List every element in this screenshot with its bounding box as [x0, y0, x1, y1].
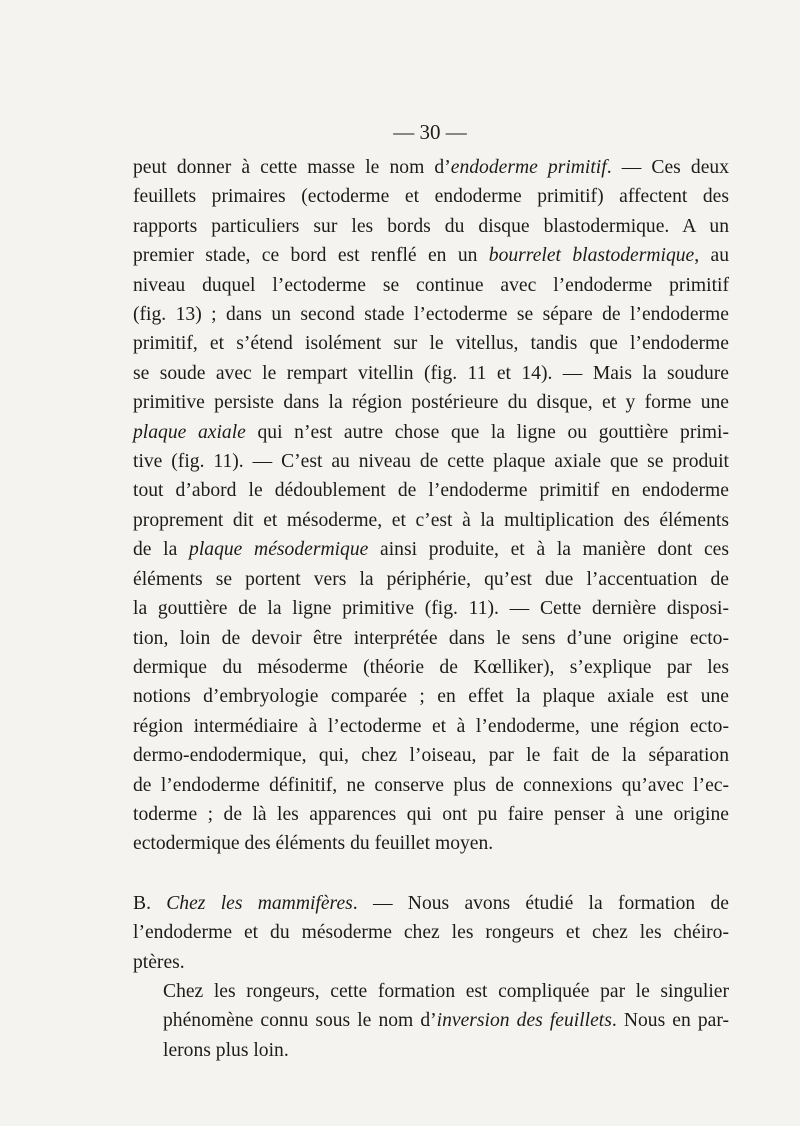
text-line: [133, 977, 729, 1006]
text-run: tout d’abord le dédoublement de l’endoderme primitif en endoderme: [133, 480, 729, 502]
text-line: [133, 565, 729, 594]
text-run: . Nous en par-: [611, 1010, 729, 1032]
italic-term: bourrelet blastodermique: [488, 245, 695, 267]
text-line: [133, 1006, 729, 1035]
text-run: notions d’embryologie comparée ; en effet la plaque axiale est une: [133, 686, 729, 708]
text-run: primitif, et s’étend isolément sur le vitellus, tandis que l’endoderme: [133, 333, 729, 355]
italic-term: endoderme primitif: [450, 157, 607, 178]
paragraph: [133, 153, 729, 859]
text-line: [133, 388, 729, 417]
text-run: proprement dit et mésoderme, et c’est à la multiplication des éléments: [133, 509, 729, 531]
text-line: [133, 153, 729, 182]
text-run: région intermédiaire à l’ectoderme et à l’endoderme, une région ecto-: [133, 715, 729, 737]
italic-term: plaque mésodermique: [189, 539, 369, 561]
text-run: de l’endoderme définitif, ne conserve plus de connexions qu’avec l’ec-: [133, 774, 729, 796]
text-run: premier stade, ce bord est renflé en un: [133, 245, 489, 267]
text-run: dermo-endodermique, qui, chez l’oiseau, par le fait de la séparation: [133, 745, 729, 767]
text-line: [133, 682, 729, 711]
text-line: [133, 476, 729, 505]
text-line: [133, 771, 729, 800]
text-run: tive (fig. 11). — C’est au niveau de cette plaque axiale que se produit: [133, 451, 729, 473]
text-run: qui n’est autre chose que la ligne ou gouttière primi-: [245, 421, 730, 443]
text-line: [133, 418, 729, 447]
text-run: lerons plus loin.: [163, 1039, 289, 1061]
text-line: [133, 918, 729, 947]
text-line: [133, 594, 729, 623]
text-run: B.: [133, 892, 167, 914]
text-run: peut donner à cette masse le nom d’: [133, 157, 451, 178]
text-line: [133, 653, 729, 682]
text-run: éléments se portent vers la périphérie, qu’est due l’accentuation de: [133, 568, 729, 590]
text-run: . — Ces deux: [606, 157, 729, 178]
body-text: [133, 153, 729, 1065]
text-run: toderme ; de là les apparences qui ont pu faire penser à une origine: [133, 803, 729, 825]
text-line: [133, 212, 729, 241]
text-line: [133, 948, 729, 977]
text-line: [133, 506, 729, 535]
text-line: [133, 1036, 729, 1065]
text-line: [133, 182, 729, 211]
text-run: tion, loin de devoir être interprétée dans le sens d’une origine ecto-: [133, 627, 729, 649]
text-run: , au: [694, 245, 729, 267]
text-run: rapports particuliers sur les bords du disque blastodermique. A un: [133, 215, 729, 237]
text-line: [133, 300, 729, 329]
text-line: [133, 241, 729, 270]
text-run: dermique du mésoderme (théorie de Kœlliker), s’explique par les: [133, 656, 729, 678]
text-run: l’endoderme et du mésoderme chez les rongeurs et chez les chéiro-: [133, 922, 729, 944]
paragraph: [133, 889, 729, 977]
text-line: [133, 829, 729, 858]
text-line: [133, 447, 729, 476]
text-run: Chez les rongeurs, cette formation est compliquée par le singulier: [163, 980, 729, 1002]
text-line: [133, 271, 729, 300]
text-run: ectodermique des éléments du feuillet moyen.: [133, 833, 494, 855]
text-run: ainsi produite, et à la manière dont ces: [368, 539, 729, 561]
text-line: [133, 889, 729, 918]
text-run: (fig. 13) ; dans un second stade l’ectoderme se sépare de l’endoderme: [133, 304, 729, 326]
italic-term: inversion des feuillets: [436, 1010, 612, 1032]
paragraph: [133, 977, 729, 1065]
page-number: — 30 —: [393, 120, 467, 144]
text-run: de la: [133, 539, 190, 561]
text-line: [133, 800, 729, 829]
text-line: [133, 359, 729, 388]
text-run: se soude avec le rempart vitellin (fig. 11 et 14). — Mais la soudure: [133, 362, 729, 384]
text-run: la gouttière de la ligne primitive (fig. 11). — Cette dernière disposi-: [133, 598, 729, 620]
text-line: [133, 329, 729, 358]
text-line: [133, 535, 729, 564]
text-run: primitive persiste dans la région postérieure du disque, et y forme une: [133, 392, 729, 414]
text-run: phénomène connu sous le nom d’: [163, 1010, 437, 1032]
text-run: feuillets primaires (ectoderme et endoderme primitif) affectent des: [133, 186, 729, 208]
text-line: [133, 741, 729, 770]
text-run: niveau duquel l’ectoderme se continue avec l’endoderme primitif: [133, 274, 729, 296]
text-line: [133, 624, 729, 653]
italic-term: plaque axiale: [133, 421, 246, 443]
text-line: [133, 712, 729, 741]
text-run: . — Nous avons étudié la formation de: [352, 892, 729, 914]
italic-term: Chez les mammifères: [166, 892, 353, 914]
text-run: ptères.: [133, 951, 185, 973]
